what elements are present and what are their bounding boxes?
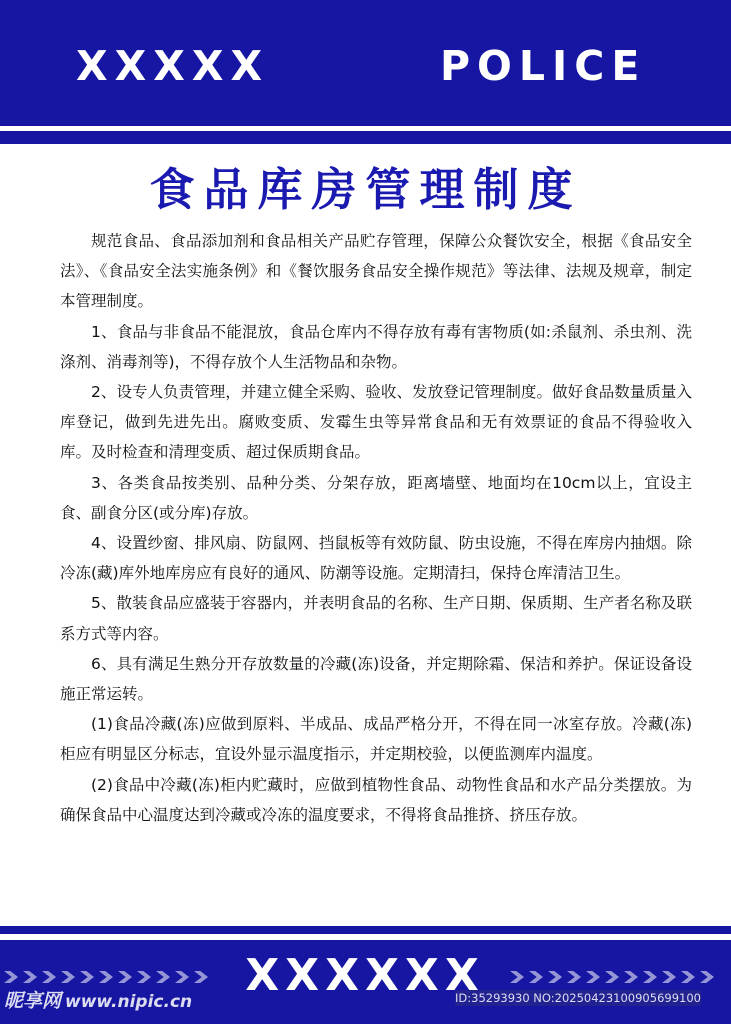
rule-paragraph-3: 3、各类食品按类别、品种分类、分架存放，距离墙壁、地面均在10cm以上，宜设主食、副食分区(或分库)存放。 — [60, 473, 692, 522]
rule-paragraph-6: 6、具有满足生熟分开存放数量的冷藏(冻)设备，并定期除霜、保洁和养护。保证设备设施正常运转。 — [60, 654, 692, 704]
rule-paragraph-5: 5、散装食品应盛装于容器内，并表明食品的名称、生产日期、保质期、生产者名称及联系方式等内容。 — [60, 594, 692, 643]
chevron-right-icon — [605, 971, 619, 983]
watermark-id: ID:35293930 NO:20250423100905699100 — [455, 991, 701, 1005]
footer-banner — [0, 940, 731, 1024]
chevron-right-icon — [643, 971, 657, 983]
chevron-right-icon — [586, 971, 600, 983]
chevron-right-icon — [548, 971, 562, 983]
chevron-right-icon — [175, 971, 189, 983]
chevron-right-icon — [567, 971, 581, 983]
footer-chevrons-right — [510, 971, 714, 985]
watermark-url: www.nipic.cn — [65, 992, 193, 1012]
chevron-right-icon — [80, 971, 94, 983]
rule-paragraph-1: 1、食品与非食品不能混放，食品仓库内不得存放有毒有害物质(如:杀鼠剂、杀虫剂、洗涤剂、消毒剂等)，不得存放个人生活物品和杂物。 — [60, 322, 692, 371]
chevron-right-icon — [118, 971, 132, 983]
footer-text: XXXXXX — [245, 950, 485, 1001]
chevron-right-icon — [681, 971, 695, 983]
rule-paragraph-2: 2、设专人负责管理，并建立健全采购、验收、发放登记管理制度。做好食品数量质量入库登记，做到先进先出。腐败变质、发霉生虫等异常食品和无有效票证的食品不得验收入库。及时检查和清理变质、超过保质期食品。 — [60, 383, 692, 462]
chevron-right-icon — [529, 971, 543, 983]
chevron-right-icon — [137, 971, 151, 983]
chevron-right-icon — [4, 971, 18, 983]
chevron-right-icon — [194, 971, 208, 983]
header-banner — [0, 0, 731, 126]
top-divider-stripe — [0, 131, 731, 144]
header-left-text: XXXXX — [76, 42, 270, 90]
chevron-right-icon — [156, 971, 170, 983]
chevron-right-icon — [99, 971, 113, 983]
watermark-logo-text: 昵享网 — [4, 990, 62, 1012]
rule-paragraph-6-1: (1)食品冷藏(冻)应做到原料、半成品、成品严格分开，不得在同一冰室存放。冷藏(冻)柜应有明显区分标志，宜设外显示温度指示，并定期校验，以便监测库内温度。 — [60, 715, 692, 764]
rule-paragraph-6-2: (2)食品中冷藏(冻)柜内贮藏时，应做到植物性食品、动物性食品和水产品分类摆放。为确保食品中心温度达到冷藏或冷冻的温度要求，不得将食品推挤、挤压存放。 — [60, 775, 692, 824]
chevron-right-icon — [624, 971, 638, 983]
chevron-right-icon — [510, 971, 524, 983]
chevron-right-icon — [662, 971, 676, 983]
regulation-body — [60, 226, 692, 830]
rule-paragraph-4: 4、设置纱窗、排风扇、防鼠网、挡鼠板等有效防鼠、防虫设施，不得在库房内抽烟。除冷冻(藏)库外地库房应有良好的通风、防潮等设施。定期清扫，保持仓库清洁卫生。 — [60, 534, 692, 583]
footer-chevrons-left — [4, 971, 208, 985]
chevron-right-icon — [42, 971, 56, 983]
bottom-divider-stripe — [0, 926, 731, 934]
chevron-right-icon — [700, 971, 714, 983]
page-title: 食品库房管理制度 — [149, 163, 582, 216]
watermark-logo — [4, 988, 192, 1015]
header-police-text: POLICE — [440, 42, 647, 90]
chevron-right-icon — [61, 971, 75, 983]
intro-paragraph: 规范食品、食品添加剂和食品相关产品贮存管理，保障公众餐饮安全，根据《食品安全法》、《食品安全法实施条例》和《餐饮服务食品安全操作规范》等法律、法规及规章，制定本管理制度。 — [60, 232, 692, 311]
chevron-right-icon — [23, 971, 37, 983]
